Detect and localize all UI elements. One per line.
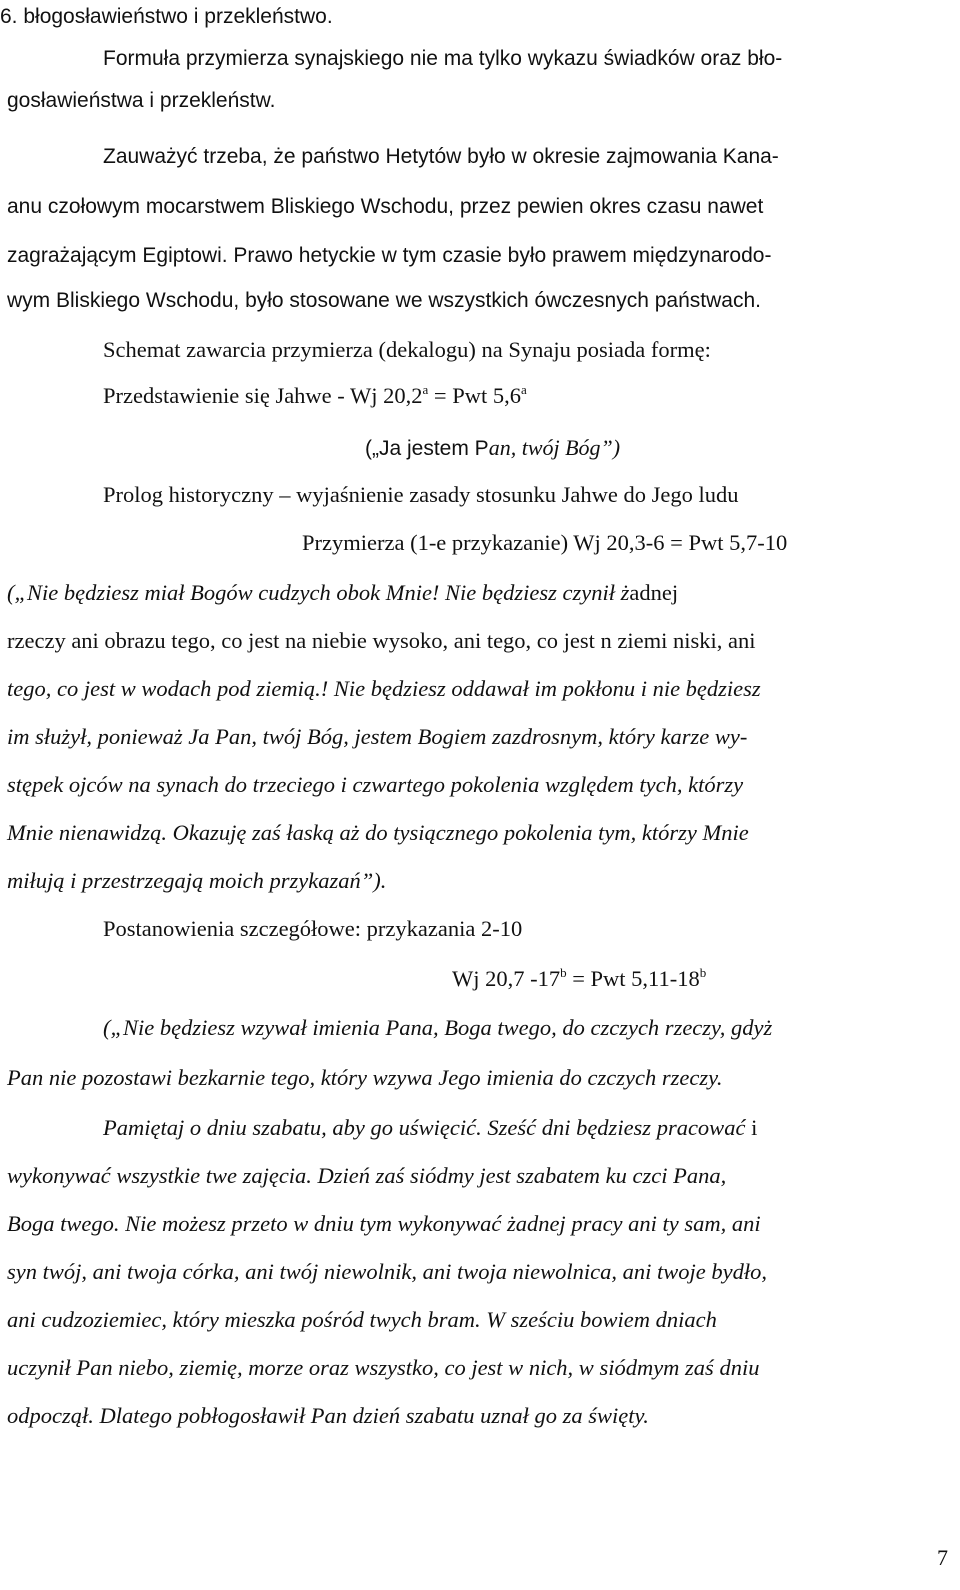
text-run: = Pwt 5,11-18 xyxy=(566,966,700,991)
paragraph-line: gosławieństwa i przekleństw. xyxy=(7,89,276,112)
quote-line: („Nie będziesz wzywał imienia Pana, Boga twego, do czczych rzeczy, gdyż xyxy=(103,1015,773,1040)
quote-line: Boga twego. Nie możesz przeto w dniu tym wykonywać żadnej pracy ani ty sam, ani xyxy=(7,1211,761,1236)
quote-line: stępek ojców na synach do trzeciego i czwartego pokolenia względem tych, którzy xyxy=(7,772,744,797)
superscript: a xyxy=(520,382,527,397)
text-run-italic: tego, co jest w wodach pod ziemią. xyxy=(7,676,321,701)
text-run: Wj 20,7 -17 xyxy=(452,966,561,991)
text-run-italic: („Nie będziesz miał Bogów cudzych obok Mnie! xyxy=(7,580,440,605)
paragraph-line: wym Bliskiego Wschodu, było stosowane we wszystkich ówczesnych państwach. xyxy=(7,289,761,312)
paragraph-line: rzeczy ani obrazu tego, co jest na niebie wysoko, ani tego, co jest n ziemi niski, ani xyxy=(7,628,756,653)
list-item-blessing-curse: 6. błogosławieństwo i przekleństwo. xyxy=(0,5,333,28)
paragraph-line: Formuła przymierza synajskiego nie ma tylko wykazu świadków oraz bło- xyxy=(103,47,783,70)
text-run-italic: Nie będziesz czynił ż xyxy=(439,580,630,605)
quote-line xyxy=(7,582,678,605)
text-run: („Ja jestem P xyxy=(365,437,489,460)
quote-i-am-lord xyxy=(365,437,620,459)
text-run-italic: Pamiętaj o dniu szabatu, aby go uświęcić. Sześć dni będziesz pracować xyxy=(103,1115,746,1140)
text-run-italic: an, twój Bóg”) xyxy=(488,435,621,460)
quote-line: odpoczął. Dlatego pobłogosławił Pan dzień szabatu uznał go za święty. xyxy=(7,1403,649,1428)
quote-line: miłują i przestrzegają moich przykazań”). xyxy=(7,868,387,893)
text-run: Przedstawienie się Jahwe - Wj 20,2 xyxy=(103,383,423,408)
schema-first-commandment: Przymierza (1-e przykazanie) Wj 20,3-6 = Pwt 5,7-10 xyxy=(302,530,788,555)
text-run: = Pwt 5,6 xyxy=(428,383,521,408)
paragraph-line: anu czołowym mocarstwem Bliskiego Wschodu, przez pewien okres czasu nawet xyxy=(7,195,764,218)
quote-line: Mnie nienawidzą. Okazuję zaś łaską aż do tysiącznego pokolenia tym, którzy Mnie xyxy=(7,820,749,845)
quote-line: Pan nie pozostawi bezkarnie tego, który wzywa Jego imienia do czczych rzeczy. xyxy=(7,1065,723,1090)
quote-line: wykonywać wszystkie twe zajęcia. Dzień zaś siódmy jest szabatem ku czci Pana, xyxy=(7,1163,727,1188)
text-run: adnej xyxy=(629,580,679,605)
superscript: a xyxy=(422,382,429,397)
quote-line: syn twój, ani twoja córka, ani twój niewolnik, ani twoja niewolnica, ani twoje bydło, xyxy=(7,1259,767,1284)
quote-line: im służył, ponieważ Ja Pan, twój Bóg, jestem Bogiem zazdrosnym, który karze wy- xyxy=(7,724,748,749)
page-number: 7 xyxy=(937,1545,948,1570)
schema-detailed-provisions: Postanowienia szczegółowe: przykazania 2-10 xyxy=(103,916,523,941)
superscript: b xyxy=(699,965,707,980)
text-run-italic: ! Nie będziesz oddawał im pokłonu i nie będziesz xyxy=(320,676,761,701)
schema-self-presentation xyxy=(103,382,527,408)
schema-intro: Schemat zawarcia przymierza (dekalogu) na Synaju posiada formę: xyxy=(103,337,711,362)
quote-line xyxy=(103,1117,757,1140)
paragraph-line: zagrażającym Egiptowi. Prawo hetyckie w tym czasie było prawem międzynarodo- xyxy=(7,244,772,267)
schema-commandments-ref xyxy=(452,965,707,991)
paragraph-line: Zauważyć trzeba, że państwo Hetytów było w okresie zajmowania Kana- xyxy=(103,145,779,168)
quote-line xyxy=(7,678,761,701)
quote-line: ani cudzoziemiec, który mieszka pośród twych bram. W sześciu bowiem dniach xyxy=(7,1307,717,1332)
quote-line: uczynił Pan niebo, ziemię, morze oraz wszystko, co jest w nich, w siódmym zaś dniu xyxy=(7,1355,760,1380)
schema-historical-prologue: Prolog historyczny – wyjaśnienie zasady stosunku Jahwe do Jego ludu xyxy=(103,482,739,507)
text-run: i xyxy=(745,1115,758,1140)
superscript: b xyxy=(560,965,567,980)
